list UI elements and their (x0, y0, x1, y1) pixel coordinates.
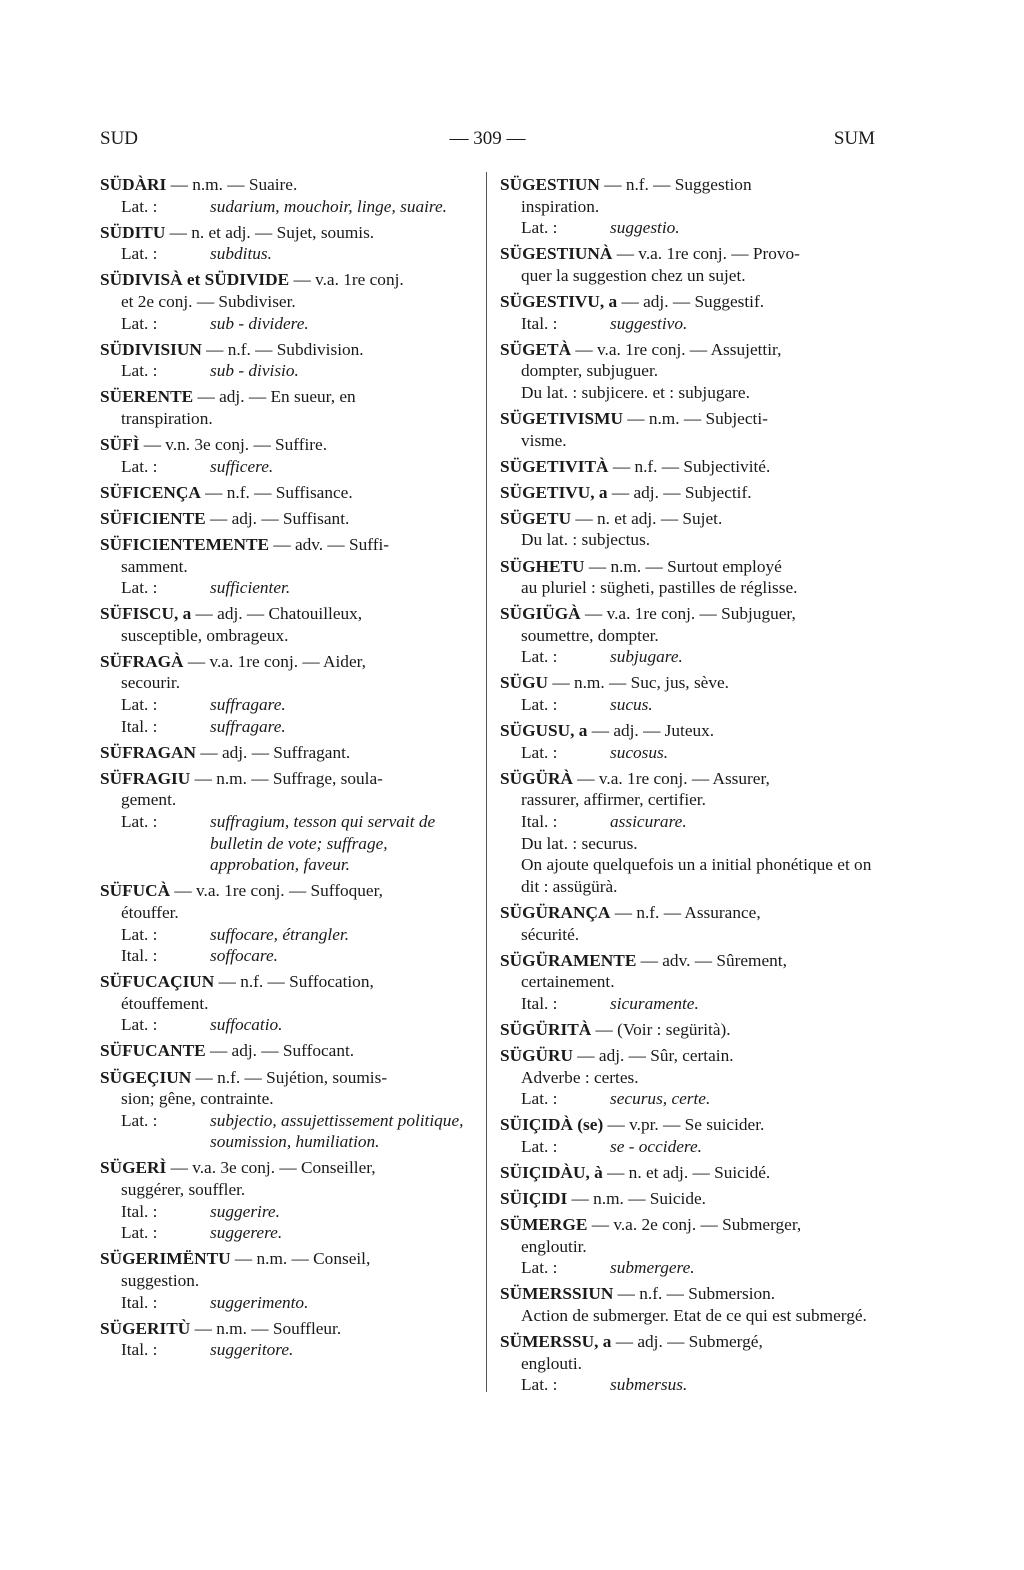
entry-definition: — adj. — Suffisant. (205, 508, 350, 528)
entry-first-line (500, 339, 874, 361)
headword: SÜFUCAÇIUN (100, 972, 215, 992)
entry-continuation: secourir. (121, 673, 181, 693)
etymology-source: submersus. (610, 1375, 688, 1395)
dictionary-entry (500, 950, 874, 1015)
entry-first-line (100, 768, 475, 790)
etymology-language: Ital. : (521, 313, 558, 333)
entry-first-line (500, 556, 874, 578)
dictionary-entry (100, 1248, 475, 1313)
etymology-language: Lat. : (121, 924, 158, 944)
entry-first-line (500, 1019, 874, 1041)
entry-definition: — v.pr. — Se suicider. (603, 1115, 765, 1135)
entry-definition: — v.a. 1re conj. — Assurer, (572, 768, 770, 788)
entry-first-line (500, 1188, 874, 1210)
entry-continuation: rassurer, affirmer, certifier. (521, 790, 706, 810)
entry-first-line (500, 174, 874, 196)
headword: SÜGETIVU, a (500, 482, 608, 502)
etymology-source: sufficere. (210, 456, 274, 476)
etymology-source: suggerere. (210, 1223, 283, 1243)
entry-definition: — n.m. — Suffrage, soula- (190, 768, 383, 788)
headword: SÜGERÌ (100, 1158, 167, 1178)
etymology-row (100, 196, 475, 218)
etymology-source: suggerire. (210, 1201, 280, 1221)
entry-first-line (100, 434, 475, 456)
entry-definition: — n.f. — Subdivision. (201, 339, 364, 359)
headword: SÜFRAGIU (100, 768, 191, 788)
entry-first-line (100, 482, 475, 504)
etymology-language: Lat. : (121, 578, 158, 598)
entry-definition: — v.a. 1re conj. — Suffoquer, (170, 881, 383, 901)
headword: SÜMERSSIUN (500, 1284, 614, 1304)
entry-continuation: au pluriel : sügheti, pastilles de réglisse. (521, 578, 798, 598)
dictionary-entry (500, 456, 874, 478)
headword: SÜFICIENTE (100, 508, 206, 528)
entry-first-line (100, 1248, 475, 1270)
entry-first-line (500, 720, 874, 742)
etymology-source: soffocare. (210, 946, 278, 966)
entry-definition: — n.f. — Suffisance. (200, 482, 353, 502)
etymology-source: suffragium, tesson qui servait de bulletin de vote; suffrage, approbation, faveur. (210, 812, 436, 875)
dictionary-entry (500, 1045, 874, 1110)
dictionary-entry (500, 408, 874, 451)
etymology-source: suggestio. (610, 218, 680, 238)
entry-continuation: transpiration. (121, 408, 213, 428)
dictionary-entry (500, 556, 874, 599)
entry-continuation: Action de submerger. Etat de ce qui est submergé. (521, 1306, 867, 1325)
dictionary-entry (100, 651, 475, 737)
entry-continuation: englouti. (521, 1353, 582, 1373)
entry-note: Adverbe : certes. (521, 1067, 639, 1087)
entry-continuation: engloutir. (521, 1236, 587, 1256)
headword: SÜGÜRANÇA (500, 902, 611, 922)
entry-first-line (100, 1040, 475, 1062)
dictionary-entry (100, 603, 475, 646)
dictionary-entry (500, 720, 874, 763)
entry-first-line (100, 222, 475, 244)
entry-first-line (100, 534, 475, 556)
etymology-language: Lat. : (121, 1015, 158, 1035)
dictionary-entry (100, 222, 475, 265)
entry-first-line (100, 174, 475, 196)
headword: SÜGÜRITÀ (500, 1019, 592, 1039)
etymology-source: suffocatio. (210, 1015, 283, 1035)
etymology-row (100, 945, 475, 967)
headword: SÜDIVISÀ et SÜDIVIDE (100, 270, 290, 290)
entry-first-line (500, 456, 874, 478)
entry-continuation: certainement. (521, 972, 615, 992)
headword: SÜMERSSU, a (500, 1332, 612, 1352)
headword: SÜIÇIDÀU, à (500, 1162, 603, 1182)
etymology-row (100, 811, 475, 876)
headword: SÜGESTIUNÀ (500, 244, 613, 264)
entry-definition: — n.m. — Suicide. (567, 1189, 706, 1209)
etymology-language: Lat. : (521, 647, 558, 667)
etymology-row (100, 1292, 475, 1314)
etymology-row (500, 1257, 874, 1279)
headword: SÜGIÜGÀ (500, 604, 581, 624)
etymology-source: sicuramente. (610, 993, 699, 1013)
headword: SÜFRAGAN (100, 742, 197, 762)
etymology-language: Lat. : (121, 456, 158, 476)
entry-definition: — n.m. — Surtout employé (584, 556, 782, 576)
entry-continuation: susceptible, ombrageux. (121, 625, 289, 645)
entry-continuation: sion; gêne, contrainte. (121, 1089, 274, 1109)
etymology-row (100, 1339, 475, 1361)
etymology-row (100, 313, 475, 335)
entry-definition: — v.a. 1re conj. — Subjuguer, (580, 604, 796, 624)
entry-definition: — n. et adj. — Sujet, soumis. (165, 222, 375, 242)
entry-first-line (500, 1283, 874, 1305)
headword: SÜFUCANTE (100, 1041, 206, 1061)
dictionary-entry (500, 243, 874, 286)
dictionary-entry (100, 1040, 475, 1062)
dictionary-entry (500, 1114, 874, 1157)
dictionary-entry (500, 672, 874, 715)
entry-definition: — v.a. 1re conj. — Assujettir, (571, 339, 782, 359)
etymology-language: Lat. : (121, 361, 158, 381)
entry-first-line (500, 482, 874, 504)
etymology-source: subjectio, assujettissement politique, soumission, humiliation. (210, 1110, 464, 1152)
entry-definition: — n. et adj. — Suicidé. (602, 1162, 771, 1182)
etymology-language: Lat. : (121, 1110, 158, 1130)
entry-definition: — adv. — Sûrement, (636, 950, 787, 970)
headword: SÜGERITÙ (100, 1318, 191, 1338)
etymology-source: submergere. (610, 1258, 695, 1278)
headword: SÜERENTE (100, 387, 194, 407)
etymology-language: Lat. : (521, 1258, 558, 1278)
dictionary-entry (100, 434, 475, 477)
etymology-row (100, 924, 475, 946)
etymology-source: suffragare. (210, 695, 286, 715)
dictionary-entry (500, 482, 874, 504)
headword: SÜGETIVITÀ (500, 456, 609, 476)
etymology-source: securus, certe. (610, 1089, 711, 1109)
entry-definition: — (Voir : segürità). (591, 1019, 731, 1039)
column-divider (486, 172, 487, 1392)
entry-definition: — n. et adj. — Sujet. (571, 508, 723, 528)
dictionary-entry (100, 742, 475, 764)
dictionary-entry (500, 1162, 874, 1184)
etymology-row (500, 1136, 874, 1158)
entry-definition: — adj. — Submergé, (611, 1332, 763, 1352)
etymology-row (500, 1088, 874, 1110)
entry-first-line (100, 651, 475, 673)
entry-note: Du lat. : subjicere. et : subjugare. (521, 382, 750, 402)
entry-first-line (500, 408, 874, 430)
etymology-language: Lat. : (521, 218, 558, 238)
headword: SÜGESTIVU, a (500, 291, 618, 311)
entry-first-line (500, 672, 874, 694)
entry-continuation: quer la suggestion chez un sujet. (521, 265, 746, 285)
entry-first-line (500, 1045, 874, 1067)
dictionary-entry (100, 508, 475, 530)
entry-first-line (100, 339, 475, 361)
etymology-row (500, 313, 874, 335)
entry-definition: — n.m. — Souffleur. (190, 1318, 342, 1338)
etymology-source: suggerimento. (210, 1292, 309, 1312)
dictionary-entry (500, 1214, 874, 1279)
etymology-source: suffragare. (210, 716, 286, 736)
etymology-language: Ital. : (521, 812, 558, 832)
etymology-row (500, 217, 874, 239)
dictionary-entry (100, 339, 475, 382)
headword: SÜGERIMËNTU (100, 1249, 231, 1269)
headword: SÜGEÇIUN (100, 1067, 192, 1087)
headword: SÜGÜRÀ (500, 768, 573, 788)
right-column (500, 174, 874, 1400)
page-number: — 309 — (449, 128, 526, 149)
etymology-row (100, 1110, 475, 1153)
dictionary-entry (100, 269, 475, 334)
etymology-row (100, 1014, 475, 1036)
entry-first-line (100, 269, 475, 291)
header-guide-word-left: SUD (100, 128, 139, 149)
entry-first-line (500, 243, 874, 265)
dictionary-entry (100, 880, 475, 966)
headword: SÜDÀRI (100, 175, 167, 194)
etymology-source: sucus. (610, 695, 653, 715)
entry-definition: — adj. — Suggestif. (617, 291, 765, 311)
entry-first-line (500, 291, 874, 313)
entry-continuation: suggestion. (121, 1270, 200, 1290)
entry-definition: — v.a. 2e conj. — Submerger, (587, 1215, 802, 1235)
dictionary-entry (100, 971, 475, 1036)
headword: SÜDIVISIUN (100, 339, 202, 359)
etymology-row (100, 577, 475, 599)
entry-definition: — adj. — Suffocant. (205, 1041, 355, 1061)
entry-definition: — n.f. — Sujétion, soumis- (191, 1067, 388, 1087)
entry-first-line (100, 1157, 475, 1179)
entry-definition: — v.a. 3e conj. — Conseiller, (166, 1158, 376, 1178)
entry-first-line (500, 1331, 874, 1353)
entry-continuation: samment. (121, 556, 188, 576)
etymology-source: assicurare. (610, 812, 687, 832)
entry-definition: — n.m. — Suaire. (166, 175, 298, 194)
etymology-row (100, 360, 475, 382)
etymology-language: Ital. : (121, 946, 158, 966)
page-header (100, 128, 875, 158)
dictionary-entry (500, 508, 874, 551)
dictionary-entry (100, 482, 475, 504)
entry-definition: — v.a. 1re conj. (289, 270, 404, 290)
dictionary-entry (500, 768, 874, 898)
entry-first-line (100, 971, 475, 993)
etymology-row (100, 1201, 475, 1223)
etymology-language: Ital. : (121, 1292, 158, 1312)
headword: SÜGÜRAMENTE (500, 950, 637, 970)
dictionary-entry (100, 1318, 475, 1361)
entry-definition: — adj. — Suffragant. (196, 742, 351, 762)
entry-continuation: visme. (521, 430, 567, 450)
etymology-row (100, 694, 475, 716)
dictionary-entry (500, 1188, 874, 1210)
entry-first-line (500, 950, 874, 972)
entry-first-line (500, 768, 874, 790)
headword: SÜGETU (500, 508, 572, 528)
etymology-row (100, 716, 475, 738)
entry-definition: — adv. — Suffi- (269, 534, 390, 554)
etymology-source: sub - dividere. (210, 313, 309, 333)
entry-first-line (100, 1067, 475, 1089)
headword: SÜFUCÀ (100, 881, 171, 901)
etymology-language: Lat. : (121, 244, 158, 264)
headword: SÜDITU (100, 222, 166, 242)
headword: SÜFICENÇA (100, 482, 201, 502)
dictionary-entry (100, 174, 475, 217)
etymology-language: Lat. : (521, 742, 558, 762)
entry-definition: — n.m. — Subjecti- (622, 408, 768, 428)
headword: SÜGETIVISMU (500, 408, 623, 428)
entry-definition: — v.n. 3e conj. — Suffire. (139, 435, 328, 455)
entry-continuation: et 2e conj. — Subdiviser. (121, 291, 296, 311)
entry-definition: — adj. — Chatouilleux, (191, 604, 363, 624)
etymology-source: suffocare, étrangler. (210, 924, 350, 944)
entry-first-line (500, 508, 874, 530)
etymology-language: Ital. : (121, 716, 158, 736)
dictionary-entry (500, 339, 874, 404)
entry-continuation: dompter, subjuguer. (521, 361, 659, 381)
headword: SÜGÜRU (500, 1045, 573, 1065)
etymology-source: suggeritore. (210, 1340, 294, 1360)
dictionary-entry (100, 534, 475, 599)
dictionary-entry (500, 291, 874, 334)
etymology-source: sucosus. (610, 742, 669, 762)
headword: SÜFICIENTEMENTE (100, 534, 270, 554)
entry-definition: — n.f. — Suffocation, (214, 972, 374, 992)
etymology-row (500, 811, 874, 833)
etymology-source: suggestivo. (610, 313, 688, 333)
etymology-row (500, 646, 874, 668)
dictionary-entry (100, 386, 475, 429)
entry-continuation: suggérer, souffler. (121, 1180, 246, 1200)
etymology-language: Lat. : (121, 313, 158, 333)
entry-continuation: étouffer. (121, 902, 179, 922)
entry-definition: — adj. — Juteux. (587, 721, 715, 741)
etymology-row (100, 456, 475, 478)
dictionary-entry (500, 1331, 874, 1396)
dictionary-entry (500, 603, 874, 668)
headword: SÜFISCU, a (100, 604, 192, 624)
headword: SÜGHETU (500, 556, 585, 576)
header-guide-word-right: SUM (833, 128, 875, 149)
etymology-row (500, 742, 874, 764)
entry-definition: — n.f. — Suggestion (599, 175, 752, 194)
dictionary-entry (500, 174, 874, 239)
headword: SÜMERGE (500, 1215, 588, 1235)
etymology-language: Lat. : (521, 1136, 558, 1156)
entry-first-line (500, 1162, 874, 1184)
entry-definition: — v.a. 1re conj. — Provo- (612, 244, 800, 264)
entry-continuation: étouffement. (121, 993, 209, 1013)
entry-definition: — n.m. — Conseil, (230, 1249, 371, 1269)
entry-note: Du lat. : subjectus. (521, 530, 651, 550)
entry-definition: — adj. — Subjectif. (607, 482, 752, 502)
entry-definition: — v.a. 1re conj. — Aider, (183, 651, 367, 671)
etymology-row (100, 1222, 475, 1244)
headword: SÜGU (500, 673, 549, 693)
entry-first-line (100, 508, 475, 530)
etymology-row (100, 243, 475, 265)
headword: SÜIÇIDÀ (se) (500, 1115, 604, 1135)
entry-continuation: soumettre, dompter. (521, 625, 659, 645)
headword: SÜIÇIDI (500, 1189, 568, 1209)
entry-first-line (500, 902, 874, 924)
etymology-source: subjugare. (610, 647, 683, 667)
etymology-source: sub - divisio. (210, 361, 299, 381)
etymology-source: se - occidere. (610, 1136, 702, 1156)
etymology-source: sudarium, mouchoir, linge, suaire. (210, 196, 447, 216)
headword: SÜGETÀ (500, 339, 572, 359)
dictionary-entry (100, 1157, 475, 1243)
entry-first-line (500, 1214, 874, 1236)
etymology-language: Lat. : (121, 812, 158, 832)
etymology-language: Lat. : (121, 1223, 158, 1243)
dictionary-entry (100, 1067, 475, 1153)
etymology-language: Ital. : (121, 1201, 158, 1221)
headword: SÜFÌ (100, 435, 140, 455)
entry-remark: On ajoute quelquefois un a initial phonétique et on dit : assügürà. (521, 855, 872, 896)
entry-definition: — n.f. — Assurance, (610, 902, 761, 922)
entry-definition: — n.f. — Submersion. (613, 1284, 776, 1304)
etymology-source: sufficienter. (210, 578, 291, 598)
entry-continuation: inspiration. (521, 196, 600, 216)
entry-continuation: sécurité. (521, 924, 580, 944)
headword: SÜFRAGÀ (100, 651, 184, 671)
etymology-language: Lat. : (121, 695, 158, 715)
entry-definition: — adj. — En sueur, en (193, 387, 356, 407)
etymology-row (500, 993, 874, 1015)
entry-first-line (500, 1114, 874, 1136)
entry-note: Du lat. : securus. (521, 833, 638, 853)
entry-first-line (100, 386, 475, 408)
etymology-language: Ital. : (121, 1340, 158, 1360)
dictionary-entry (100, 768, 475, 876)
etymology-source: subditus. (210, 244, 272, 264)
dictionary-entry (500, 902, 874, 945)
dictionary-entry (500, 1283, 874, 1326)
entry-first-line (100, 603, 475, 625)
etymology-language: Lat. : (521, 1375, 558, 1395)
entry-definition: — n.m. — Suc, jus, sève. (548, 673, 729, 693)
entry-continuation: gement. (121, 790, 177, 810)
etymology-language: Lat. : (121, 196, 158, 216)
headword: SÜGUSU, a (500, 721, 588, 741)
entry-first-line (100, 880, 475, 902)
etymology-language: Lat. : (521, 1089, 558, 1109)
etymology-row (500, 1374, 874, 1396)
entry-definition: — adj. — Sûr, certain. (572, 1045, 734, 1065)
dictionary-entry (500, 1019, 874, 1041)
entry-first-line (100, 1318, 475, 1340)
headword: SÜGESTIUN (500, 175, 600, 194)
etymology-row (500, 694, 874, 716)
entry-first-line (500, 603, 874, 625)
left-column (100, 174, 475, 1365)
etymology-language: Lat. : (521, 695, 558, 715)
etymology-language: Ital. : (521, 993, 558, 1013)
entry-first-line (100, 742, 475, 764)
entry-definition: — n.f. — Subjectivité. (608, 456, 771, 476)
